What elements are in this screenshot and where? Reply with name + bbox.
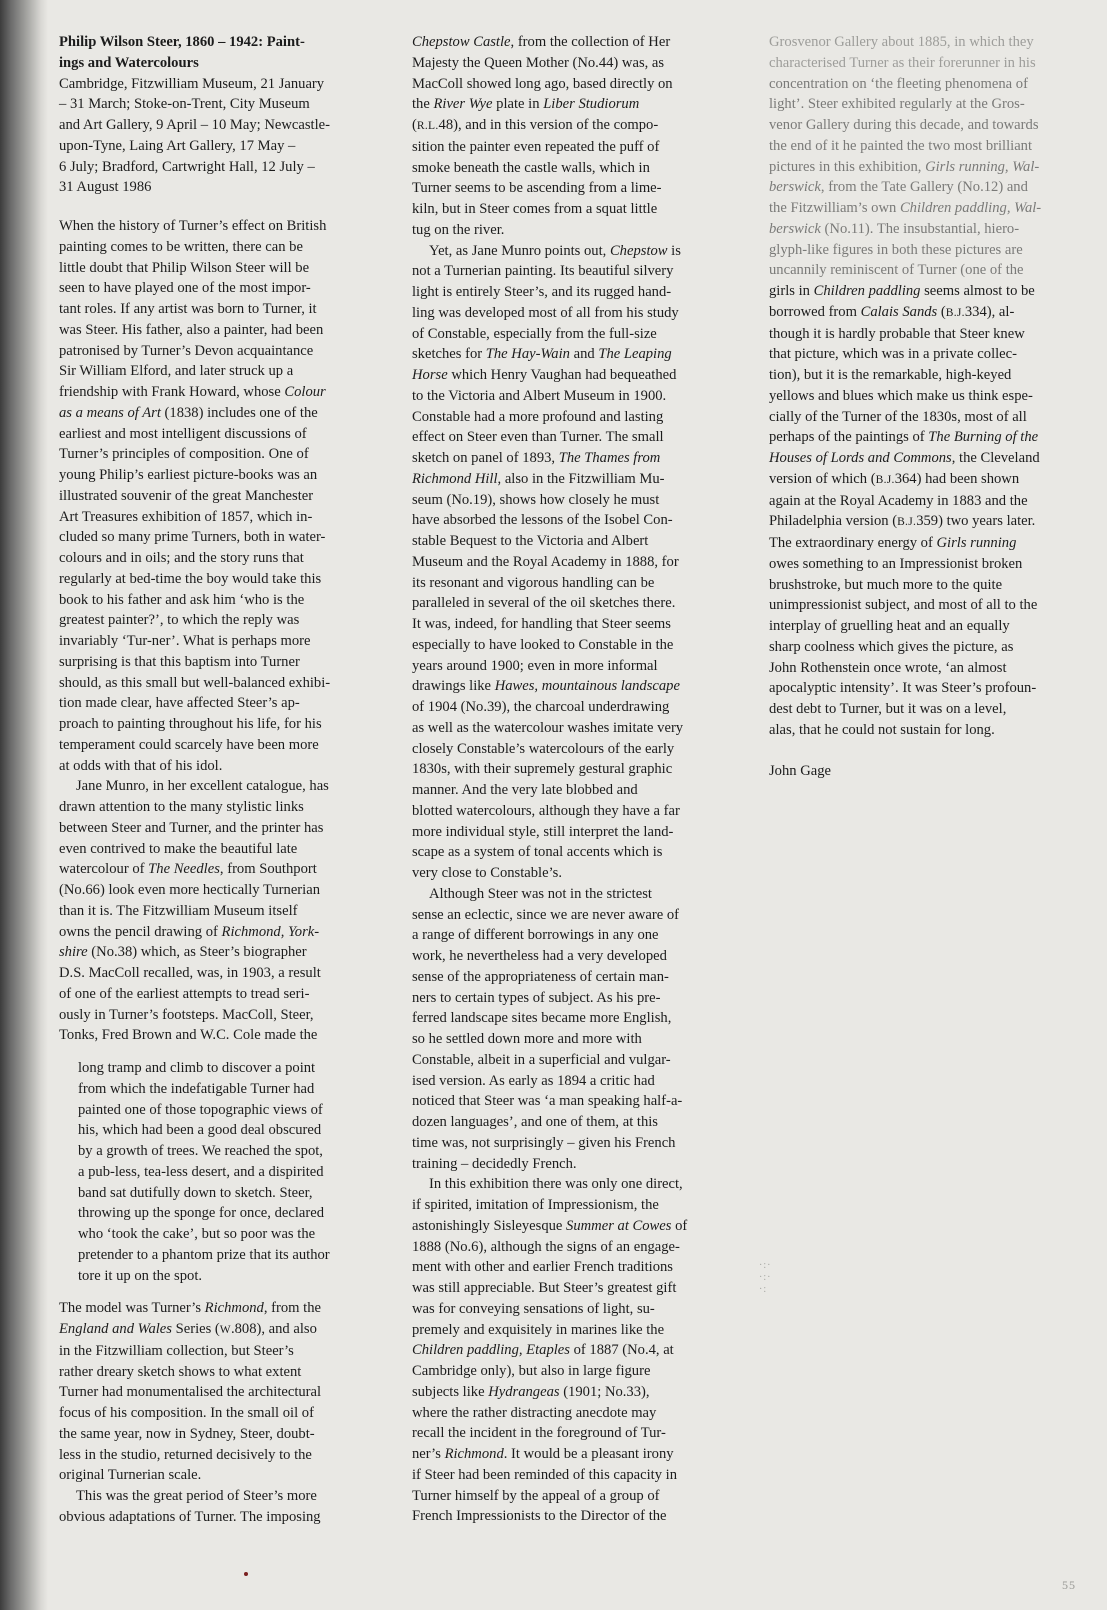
body-paragraph: When the history of Turner’s effect on British painting comes to be written, there can be little doubt that Philip Wilson Steer will be seen to have played one of the most impor- tant roles. If any artist was born to Turner, it was Steer. His father, also a painter, had been patronised by Turner’s Devon acquaintance Sir William Elford, and later struck up a friendship with Frank Howard, whose Colour as a means of Art (1838) includes one of the earliest and most intelligent discussions of Turner’s principles of composition. One of young Philip’s earliest picture-books was an illustrated souvenir of the great Manchester Art Treasures exhibition of 1857, which in- cluded so many prime Turners, both in water- colours and in oils; and the story runs that regularly at bed-time the boy would take this book to his father and ask him ‘who is the greatest painter?’, to which the reply was invariably ‘Tur-ner’. What is perhaps more surprising is that this baptism into Turner should, as this small but well-balanced exhibi- tion made clear, have affected Steer’s ap- proach to painting throughout his life, for his temperament could scarcely have been more at odds with that of his idol.	[59, 218, 331, 774]
ink-dot	[244, 1572, 248, 1576]
body-paragraph: Chepstow Castle, from the collection of Her Majesty the Queen Mother (No.44) was, as MacColl showed long ago, based directly on the River Wye plate in Liber Studiorum (R.L.48), and in this version of the compo- sition the painter even repeated the puff of smoke beneath the castle walls, which in Turner seems to be ascending from a lime- kiln, but in Steer comes from a squat little tug on the river.	[412, 34, 673, 238]
print-smudge: ·:· ·:· ·:	[759, 1260, 772, 1295]
review-heading: Philip Wilson Steer, 1860 – 1942: Paint- ings and Watercolours Cambridge, Fitzwilliam Museum, 21 January – 31 March; Stoke-on-Trent, City Museum and Art Gallery, 9 April – 10 May; Newcastle- upon-Tyne, Laing Art Gallery, 17 May – 6 July; Bradford, Cartwright Hall, 12 July – 31 August 1986	[59, 34, 330, 196]
body-paragraph: Grosvenor Gallery about 1885, in which they characterised Turner as their forerunner in his concentration on ‘the fleeting phenomena of light’. Steer exhibited regularly at the Gros- venor Gallery during this decade, and towards the end of it he painted the two most brilliant pictures in this exhibition, Girls running, Wal- berswick, from the Tate Gallery (No.12) and the Fitzwilliam’s own Children paddling, Wal- berswick (No.11). The insubstantial, hiero- glyph-like figures in both these pictures are uncannily reminiscent of Turner (one of the girls in Children paddling seems almost to be borrowed from Calais Sands (B.J.334), al- though it is hardly probable that Steer knew that picture, which was in a private collec- tion), but it is the remarkable, high-keyed yellows and blues which make us think espe- cially of the Turner of the 1830s, most of all perhaps of the paintings of The Burning of the Houses of Lords and Commons, the Cleveland version of which (B.J.364) had been shown again at the Royal Academy in 1883 and the Philadelphia version (B.J.359) two years later. The extraordinary energy of Girls running owes something to an Impressionist broken brushstroke, but much more to the quite unimpressionist subject, and most of all to the interplay of gruelling heat and an equally sharp coolness which gives the picture, as John Rothenstein once wrote, ‘an almost apocalyptic intensity’. It was Steer’s profoun- dest debt to Turner, but it was on a level, alas, that he could not sustain for long.	[769, 34, 1042, 738]
text-column-1	[59, 32, 389, 1528]
block-quote: long tramp and climb to discover a point from which the indefatigable Turner had painted one of those topographic views of his, which had been a good deal obscured by a growth of trees. We reached the spot, a pub-less, tea-less desert, and a dispirited band sat dutifully down to sketch. Steer, throwing up the sponge for once, declared who ‘took the cake’, but so poor was the pretender to a phantom prize that its author tore it up on the spot.	[78, 1060, 330, 1284]
body-paragraph: The model was Turner’s Richmond, from the England and Wales Series (W.808), and also in the Fitzwilliam collection, but Steer’s rather dreary sketch shows to what extent Turner had monumentalised the architectural focus of his composition. In the small oil of the same year, now in Sydney, Steer, doubt- less in the studio, returned decisively to the original Turnerian scale.	[59, 1300, 322, 1484]
page-number: 55	[1062, 1578, 1076, 1592]
body-paragraph: Although Steer was not in the strictest sense an eclectic, since we are never aware of a range of different borrowings in any one work, he nevertheless had a very developed sense of the appropriateness of certain man- ners to certain types of subject. As his pre- ferred landscape sites became more English, so he settled down more and more with Constable, albeit in a superficial and vulgar- ised version. As early as 1894 a critic had noticed that Steer was ‘a man speaking half-a- dozen languages’, and one of them, at this time was, not surprisingly – given his French training – decidedly French.	[412, 885, 683, 1172]
text-column-3	[769, 32, 1099, 781]
body-paragraph: Jane Munro, in her excellent catalogue, has drawn attention to the many stylistic links between Steer and Turner, and the printer has even contrived to make the beautiful late watercolour of The Needles, from Southport (No.66) look even more hectically Turnerian than it is. The Fitzwilliam Museum itself owns the pencil drawing of Richmond, York- shire (No.38) which, as Steer’s biographer D.S. MacColl recalled, was, in 1903, a result of one of the earliest attempts to tread seri- ously in Turner’s footsteps. MacColl, Steer, Tonks, Fred Brown and W.C. Cole made the	[59, 778, 329, 1044]
body-paragraph: Yet, as Jane Munro points out, Chepstow is not a Turnerian painting. Its beautiful silvery light is entirely Steer’s, and its rugged hand- ling was developed most of all from his study of Constable, especially from the full-size sketches for The Hay-Wain and The Leaping Horse which Henry Vaughan had bequeathed to the Victoria and Albert Museum in 1900. Constable had a more profound and lasting effect on Steer even than Turner. The small sketch on panel of 1893, The Thames from Richmond Hill, also in the Fitzwilliam Mu- seum (No.19), shows how closely he must have absorbed the lessons of the Isobel Con- stable Bequest to the Victoria and Albert Museum and the Royal Academy in 1888, for its resonant and vigorous handling can be paralleled in several of the oil sketches there. It was, indeed, for handling that Steer seems especially to have looked to Constable in the years around 1900; even in more informal drawings like Hawes, mountainous landscape of 1904 (No.39), the charcoal underdrawing as well as the watercolour washes imitate very closely Constable’s watercolours of the early 1830s, with their supremely gestural graphic manner. And the very late blobbed and blotted watercolours, although they have a far more individual style, still interpret the land- scape as a system of tonal accents which is very close to Constable’s.	[412, 242, 684, 881]
book-gutter-shadow	[0, 0, 48, 1610]
body-paragraph: In this exhibition there was only one direct, if spirited, imitation of Impressionism, the astonishingly Sisleyesque Summer at Cowes of 1888 (No.6), although the signs of an engage- ment with other and earlier French traditions was still appreciable. But Steer’s greatest gift was for conveying sensations of light, su- premely and exquisitely in marines like the Children paddling, Etaples of 1887 (No.4, at Cambridge only), but also in large figure subjects like Hydrangeas (1901; No.33), where the rather distracting anecdote may recall the incident in the foreground of Tur- ner’s Richmond. It would be a pleasant irony if Steer had been reminded of this capacity in Turner himself by the appeal of a group of French Impressionists to the Director of the	[412, 1176, 688, 1525]
body-paragraph: This was the great period of Steer’s more obvious adaptations of Turner. The imposing	[59, 1488, 321, 1525]
author-signature: John Gage	[769, 762, 832, 779]
text-column-2	[412, 32, 742, 1527]
